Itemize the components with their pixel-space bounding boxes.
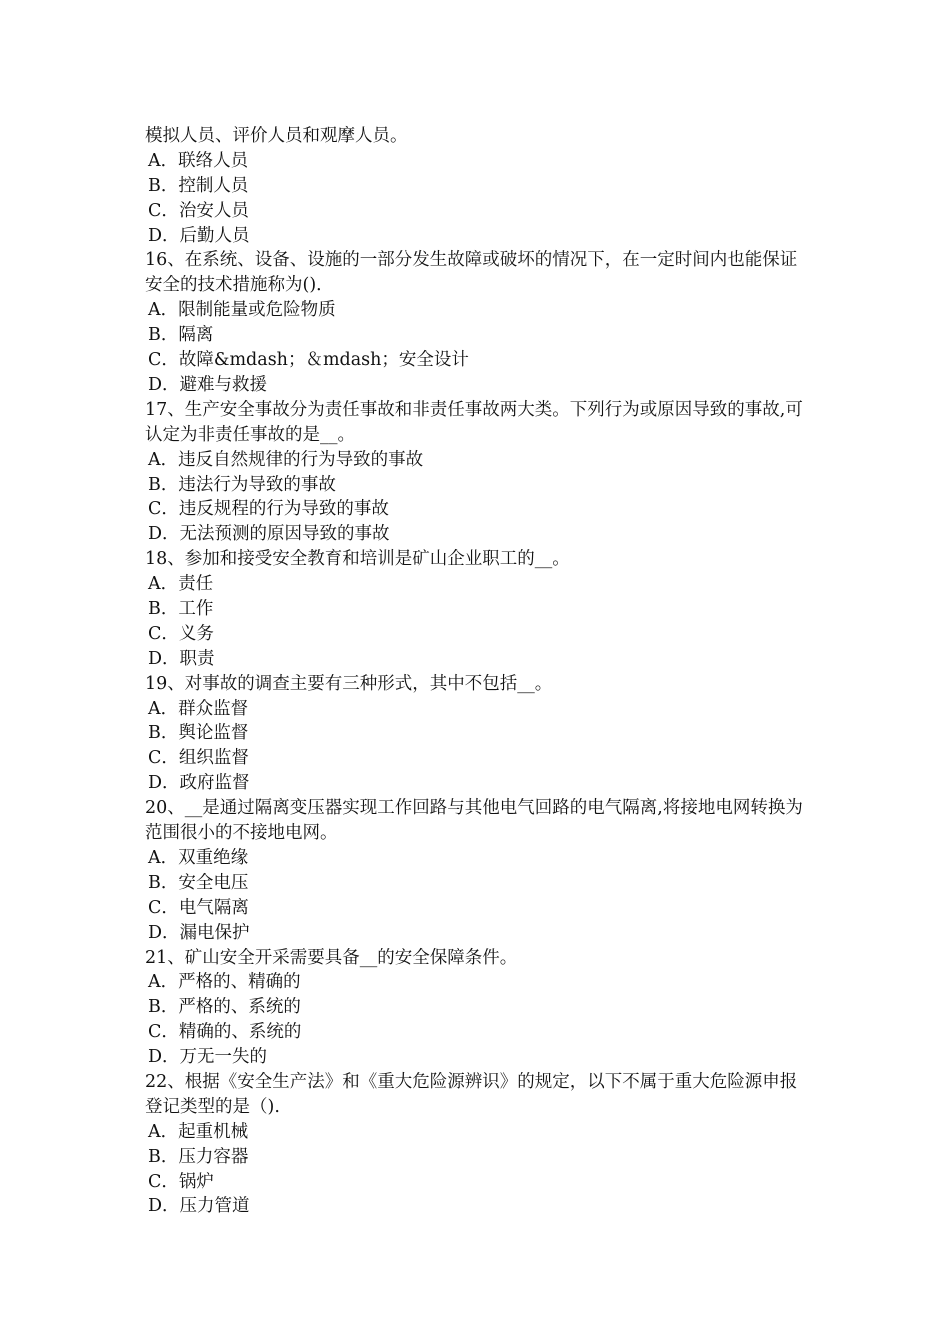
option-c: C．锅炉 [148,1171,214,1192]
option-b: B．隔离 [148,325,214,346]
question-text: 20、__是通过隔离变压器实现工作回路与其他电气回路的电气隔离,将接地电网转换为范围很小的不接地电网。 [145,798,803,844]
question-text: 17、生产安全事故分为责任事故和非责任事故两大类。下列行为或原因导致的事故,可认定为非责任事故的是__。 [145,399,803,445]
option-d: D．万无一失的 [148,1047,268,1068]
option-d: D．避难与救援 [148,374,268,395]
question-text: 16、在系统、设备、设施的一部分发生故障或破坏的情况下，在一定时间内也能保证安全的技术措施称为()． [145,250,798,296]
question-text: 18、参加和接受安全教育和培训是矿山企业职工的__。 [145,549,570,570]
question-21 [145,946,810,1070]
option-d: D．政府监督 [148,773,250,794]
option-a: A．双重绝缘 [148,847,249,868]
option-b: B．违法行为导致的事故 [148,474,336,495]
option-d: D．职责 [148,648,215,669]
option-b: B．控制人员 [148,175,249,196]
option-a: A．联络人员 [148,150,249,171]
document-content [145,124,810,1219]
option-a: A．违反自然规律的行为导致的事故 [148,449,424,470]
option-c: C．违反规程的行为导致的事故 [148,499,389,520]
option-c: C．故障&mdash；＆mdash；安全设计 [148,350,469,371]
question-text: 19、对事故的调查主要有三种形式，其中不包括__。 [145,673,553,694]
question-text: 21、矿山安全开采需要具备__的安全保障条件。 [145,947,518,968]
option-b: B．安全电压 [148,872,249,893]
option-a: A．责任 [148,574,214,595]
option-a: A．严格的、精确的 [148,972,301,993]
option-a: A．限制能量或危险物质 [148,300,336,321]
option-a: A．群众监督 [148,698,249,719]
option-a: A．起重机械 [148,1121,249,1142]
question-19 [145,672,810,796]
option-d: D．后勤人员 [148,225,250,246]
question-18 [145,547,810,671]
option-c: C．精确的、系统的 [148,1022,302,1043]
intro-options [145,149,810,249]
option-c: C．治安人员 [148,200,249,221]
option-c: C．组织监督 [148,748,249,769]
question-16 [145,248,810,397]
option-b: B．舆论监督 [148,723,249,744]
option-d: D．压力管道 [148,1196,250,1217]
option-d: D．无法预测的原因导致的事故 [148,524,390,545]
option-d: D．漏电保护 [148,922,250,943]
option-b: B．工作 [148,599,214,619]
option-b: B．压力容器 [148,1146,249,1167]
question-20 [145,796,810,945]
question-text: 22、根据《安全生产法》和《重大危险源辨识》的规定，以下不属于重大危险源申报登记类型的是（). [145,1071,798,1117]
question-17 [145,398,810,547]
option-c: C．电气隔离 [148,897,249,918]
option-b: B．严格的、系统的 [148,997,301,1018]
intro-text: 模拟人员、评价人员和观摩人员。 [145,126,408,146]
question-22 [145,1070,810,1219]
option-c: C．义务 [148,623,214,644]
